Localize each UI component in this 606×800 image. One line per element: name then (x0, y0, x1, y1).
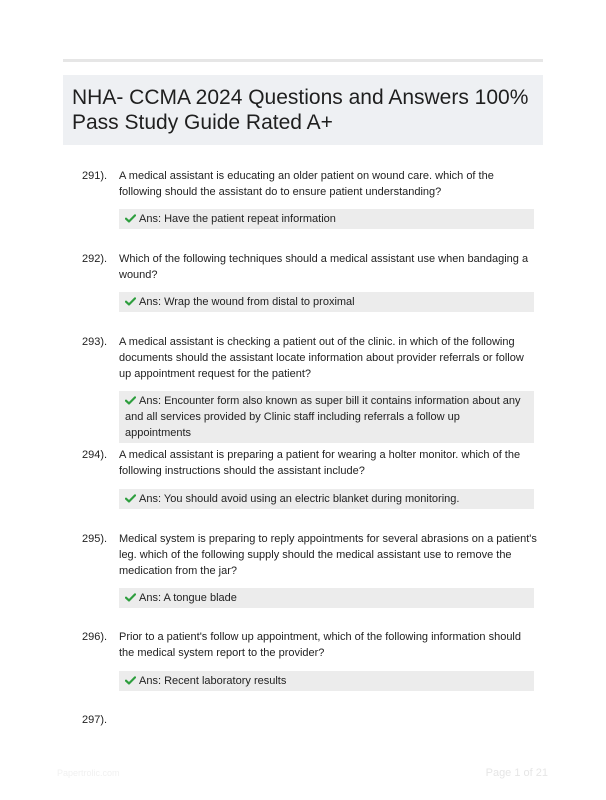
answer-text: Ans: A tongue blade (139, 592, 237, 604)
answer-box (119, 391, 534, 443)
answer-text: Ans: Wrap the wound from distal to proximal (139, 296, 355, 308)
page-number: Page 1 of 21 (485, 767, 548, 779)
question-number: 296). (82, 631, 108, 643)
question-text: A medical assistant is educating an older patient on wound care. which of the following should the assistant do to ensure patient understanding? (119, 170, 494, 198)
question-number: 297). (82, 714, 108, 726)
check-icon (125, 676, 136, 685)
question-text: A medical assistant is preparing a patient for wearing a holter monitor. which of the following instructions should the assistant include? (119, 449, 521, 477)
question-number: 291). (82, 170, 108, 182)
title-banner (63, 75, 543, 145)
question-number: 292). (82, 253, 108, 265)
answer-text: Ans: Encounter form also known as super bill it contains information about any and all services provided by Clinic staff including referrals a follow up appointments (125, 395, 521, 439)
answer-box (119, 292, 534, 312)
answer-box (119, 489, 534, 509)
answer-text: Ans: You should avoid using an electric blanket during monitoring. (139, 493, 460, 505)
answer-text: Ans: Recent laboratory results (139, 675, 287, 687)
question-text: Prior to a patient's follow up appointment, which of the following information should the medical system report to the provider? (119, 631, 521, 659)
question-number: 295). (82, 533, 108, 545)
answer-box (119, 588, 534, 608)
question-number: 294). (82, 449, 108, 461)
document-title: NHA- CCMA 2024 Questions and Answers 100% Pass Study Guide Rated A+ (72, 86, 529, 134)
question-number: 293). (82, 336, 108, 348)
question-text: Medical system is preparing to reply appointments for several abrasions on a patient's leg. which of the following supply should the medical assistant use to remove the medication from the jar? (119, 533, 537, 577)
answer-text: Ans: Have the patient repeat information (139, 213, 336, 225)
header-rule (63, 59, 543, 62)
footer-site: Papertrolic.com (57, 768, 120, 778)
answer-box (119, 671, 534, 691)
check-icon (125, 494, 136, 503)
answer-box (119, 209, 534, 229)
check-icon (125, 297, 136, 306)
question-text: Which of the following techniques should a medical assistant use when bandaging a wound? (119, 253, 529, 281)
check-icon (125, 593, 136, 602)
check-icon (125, 214, 136, 223)
check-icon (125, 396, 136, 405)
question-text: A medical assistant is checking a patient out of the clinic. in which of the following documents should the assistant locate information about provider referrals or follow up appointment request for the patient? (119, 336, 524, 380)
